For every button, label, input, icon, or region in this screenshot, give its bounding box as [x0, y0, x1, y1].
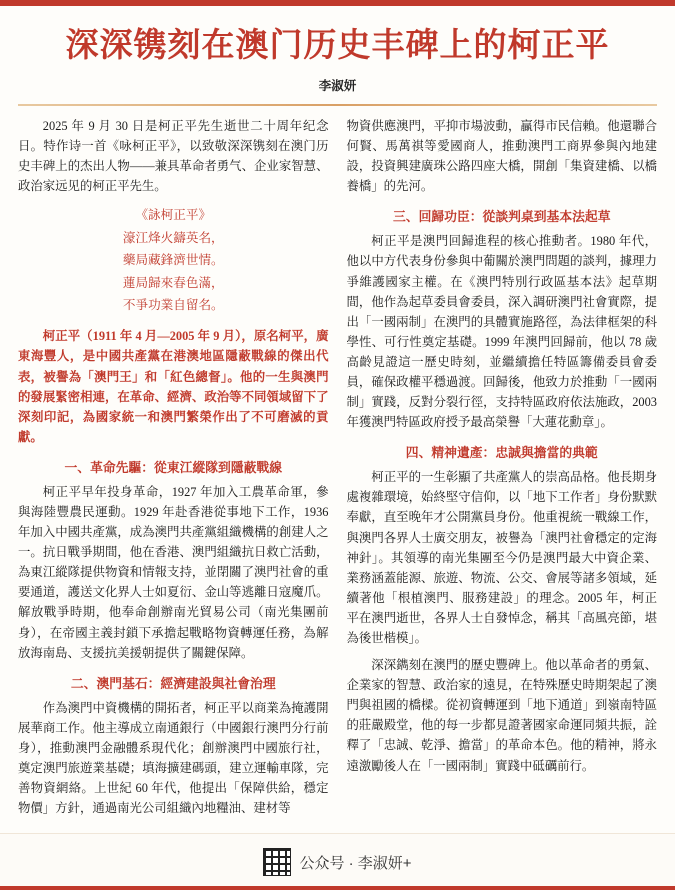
article-sheet	[0, 6, 675, 890]
bottom-accent-rule	[0, 886, 675, 890]
title-divider	[18, 104, 657, 106]
page-footer	[0, 833, 675, 890]
poem-line: 《詠柯正平》	[135, 208, 212, 223]
section-3-paragraph: 柯正平是澳門回歸進程的核心推動者。1980 年代，他以中方代表身份參與中葡關於澳門問題的談判，據理力爭維護國家主權。在《澳門特別行政區基本法》起草期間，他作為起草委員會委員，深入調研澳門社會實際，提出「一國兩制」在澳門的具體實施路徑，為法律框架的科學性、可行性奠定基礎。1999 年澳門回歸前，他以 78 歲高齡見證這一歷史時刻，並繼續擔任特區籌備委員會委員，確保政權平穩過渡。回歸後，他致力於推動「一國兩制」實踐，反對分裂行徑，支持特區政府依法施政，2003 年獲澳門特區政府授予最高榮譽「大蓮花勳章」。	[346, 234, 657, 430]
footer-label: 公众号 · 李淑妍+	[299, 854, 412, 872]
right-column	[347, 116, 658, 783]
continuation-paragraph: 物資供應澳門，平抑市場波動，贏得市民信賴。他還聯合何賢、馬萬祺等愛國商人，推動澳門工商界參與內地建設，投資興建廣珠公路四座大橋，開創「集資建橋、以橋養橋」的先河。	[346, 118, 657, 194]
section-heading-4: 四、精神遺產：忠誠與擔當的典範	[405, 446, 598, 461]
poem-line: 蓮局歸來春色滿，	[122, 275, 224, 290]
section-4-paragraph-1: 柯正平的一生彰顯了共產黨人的崇高品格。他長期身處複雜環境，始終堅守信仰，以「地下工作者」身份默默奉獻，直至晚年才公開黨員身份。他重視統一戰線工作，與澳門各界人士廣交朋友，被譽為「澳門社會穩定的定海神針」。其領導的南光集團至今仍是澳門最大中資企業、業務涵蓋能源、旅遊、物流、公交、會展等諸多領域，延續著他「根植澳門、服務建設」的理念。2005 年，柯正平在澳門逝世，各界人士自發悼念，稱其「高風亮節，堪為後世楷模」。	[346, 470, 657, 645]
section-heading-2: 二、澳門基石：經濟建設與社會治理	[70, 676, 276, 691]
poem-line: 不爭功業自留名。	[122, 297, 224, 312]
lede-paragraph: 柯正平（1911 年 4 月—2005 年 9 月），原名柯平，廣東海豐人，是中國共產黨在港澳地區隱蔽戰線的傑出代表，被譽為「澳門王」和「紅色總督」。他的一生與澳門的發展緊密相連，在革命、經濟、政治等不同領域留下了深刻印記，為國家統一和澳門繁榮作出了不可磨滅的貢獻。	[18, 329, 329, 444]
section-heading-1: 一、革命先驅：從東江縱隊到隱蔽戰線	[64, 460, 283, 475]
intro-paragraph: 2025 年 9 月 30 日是柯正平先生逝世二十周年纪念日。特作诗一首《咏柯正平》，以致敬深深镌刻在澳门历史丰碑上的杰出人物——兼具革命者勇气、企业家智慧、政治家远见的柯正平先生。	[18, 118, 329, 194]
qr-code-icon	[263, 848, 291, 876]
section-4-paragraph-2: 深深鐫刻在澳門的歷史豐碑上。他以革命者的勇氣、企業家的智慧、政治家的遠見，在特殊歷史時期架起了澳門與祖國的橋樑。從初資轉運到「地下通道」到嶺南特區的莊嚴殿堂，他的每一步都見證著國家命運同頻共振，詮釋了「忠誠、乾淨、擔當」的革命本色。他的精神，將永遠激勵後人在「一國兩制」實踐中砥礪前行。	[346, 658, 657, 773]
section-2-paragraph: 作為澳門中資機構的開拓者，柯正平以商業為掩護開展華商工作。他主導成立南通銀行（中國銀行澳門分行前身），推動澳門金融體系現代化；創辦澳門中國旅行社，奠定澳門旅遊業基礎；填海擴建碼頭，建立運輸車隊，完善物資網絡。上世紀 60 年代，他提出「保障供給，穩定物價」方針，通過南光公司組織內地糧油、建材等	[18, 700, 329, 816]
page-title: 深深镌刻在澳门历史丰碑上的柯正平	[65, 28, 610, 64]
poem-line: 藥局藏鋒濟世情。	[122, 253, 224, 268]
left-column	[18, 116, 329, 825]
section-heading-3: 三、回歸功臣：從談判桌到基本法起草	[392, 210, 611, 225]
poem-block	[18, 204, 329, 316]
poem-line: 濠江烽火鑄英名，	[122, 230, 224, 245]
article-columns	[18, 116, 657, 825]
section-1-paragraph: 柯正平早年投身革命，1927 年加入工農革命軍，參與海陸豐農民運動。1929 年赴香港從事地下工作，1936 年加入中國共產黨，成為澳門共產黨組織機構的創建人之一。抗日戰爭期間，他在香港、澳門組織抗日救亡活動，為東江縱隊提供物資和情報支持，並閉關了澳門社會的重要通道，護送文化界人士如夏衍、金山等逃離日寇魔爪。解放戰爭時期，他奉命創辦南光貿易公司（南光集團前身），在帝國主義封鎖下承擔起戰略物資轉運任務，為解放海南島、支援抗美援朝提供了關鍵保障。	[18, 484, 329, 660]
author-byline: 李淑妍	[318, 78, 357, 93]
